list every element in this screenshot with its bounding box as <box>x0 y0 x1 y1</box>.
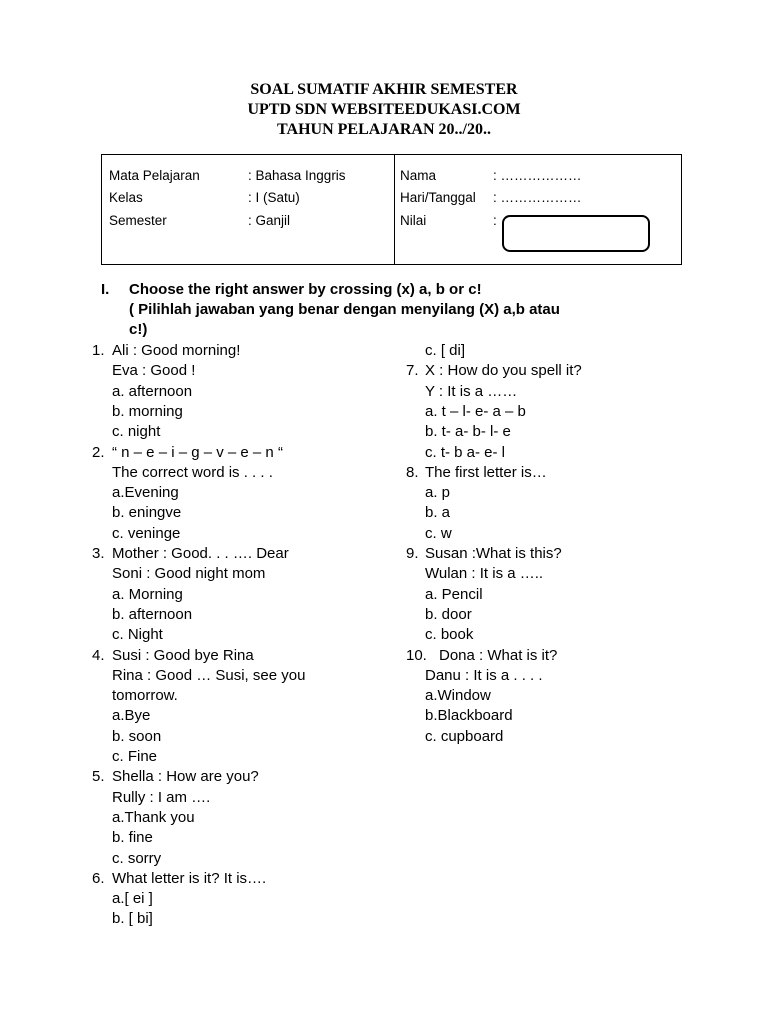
question-line: Ali : Good morning! <box>112 342 241 359</box>
semester-label: Semester <box>109 213 167 228</box>
name-label: Nama <box>400 168 437 183</box>
answer-option[interactable]: a. t – l- e- a – b <box>425 402 526 420</box>
question-line: Soni : Good night mom <box>112 565 266 583</box>
table-divider <box>394 155 395 264</box>
question-line: Wulan : It is a ….. <box>425 565 544 583</box>
answer-option[interactable]: a.Bye <box>112 707 151 725</box>
question-line: Danu : It is a . . . . <box>425 666 543 684</box>
score-label: Nilai <box>400 213 427 228</box>
answer-option[interactable]: a. Pencil <box>425 585 483 603</box>
date-field[interactable]: : ……………… <box>493 190 582 205</box>
question-line: Rully : I am …. <box>112 788 211 806</box>
question-line: What letter is it? It is…. <box>112 869 267 887</box>
answer-option[interactable]: a.Thank you <box>112 808 195 826</box>
question-number: 1. <box>92 342 105 359</box>
question-number: 6. <box>92 869 105 887</box>
answer-option[interactable]: b. afternoon <box>112 605 193 623</box>
answer-option[interactable]: a.Window <box>425 687 491 705</box>
answer-option[interactable]: c. Fine <box>112 748 158 765</box>
answer-option[interactable]: a. Morning <box>112 585 183 603</box>
question-number: 7. <box>406 362 419 380</box>
answer-option[interactable]: b.Blackboard <box>425 707 513 725</box>
answer-option[interactable]: b. a <box>425 504 451 522</box>
date-label: Hari/Tanggal <box>400 190 476 205</box>
question-line: Rina : Good … Susi, see you <box>112 666 306 684</box>
school-name: UPTD SDN WEBSITEEDUKASI.COM <box>247 101 521 118</box>
question-line: Shella : How are you? <box>112 768 259 786</box>
semester-value: : Ganjil <box>248 213 291 228</box>
instruction-indonesian: ( Pilihlah jawaban yang benar dengan menyilang (X) a,b atau <box>129 301 560 318</box>
question-line: Y : It is a …… <box>425 382 518 400</box>
answer-option[interactable]: c. veninge <box>112 524 181 542</box>
exam-title: SOAL SUMATIF AKHIR SEMESTER <box>250 81 518 98</box>
question-line: Dona : What is it? <box>439 646 558 664</box>
answer-option[interactable]: c. t- b a- e- l <box>425 443 506 461</box>
answer-option[interactable]: c. [ di] <box>425 342 466 359</box>
answer-option[interactable]: c. Night <box>112 626 163 644</box>
question-line: X : How do you spell it? <box>425 362 582 380</box>
class-value: : I (Satu) <box>248 190 300 205</box>
name-field[interactable]: : ……………… <box>493 168 582 183</box>
question-line: tomorrow. <box>112 687 178 705</box>
answer-option[interactable]: a.Evening <box>112 484 179 502</box>
answer-option[interactable]: a.[ ei ] <box>112 890 153 908</box>
section-number: I. <box>101 281 110 298</box>
score-colon: : <box>493 213 497 228</box>
answer-option[interactable]: c. book <box>425 626 474 644</box>
answer-option[interactable]: c. cupboard <box>425 727 504 745</box>
answer-option[interactable]: a. afternoon <box>112 382 193 400</box>
question-line: The correct word is . . . . <box>112 463 273 481</box>
question-number: 4. <box>92 646 105 664</box>
question-line: Susi : Good bye Rina <box>112 646 254 664</box>
question-line: The first letter is… <box>425 463 547 481</box>
answer-option[interactable]: a. p <box>425 484 451 502</box>
subject-value: : Bahasa Inggris <box>248 168 346 183</box>
question-line: “ n – e – i – g – v – e – n “ <box>112 443 283 461</box>
question-number: 2. <box>92 443 105 461</box>
class-label: Kelas <box>109 190 143 205</box>
subject-label: Mata Pelajaran <box>109 168 200 183</box>
question-line: Mother : Good. . . …. Dear <box>112 545 289 562</box>
question-number: 3. <box>92 545 105 562</box>
question-number: 10. <box>406 646 427 664</box>
answer-option[interactable]: b. fine <box>112 829 153 847</box>
academic-year: TAHUN PELAJARAN 20../20.. <box>277 121 491 138</box>
instruction-indonesian-cont: c!) <box>129 321 148 338</box>
instruction-english: Choose the right answer by crossing (x) a, b or c! <box>129 281 482 298</box>
answer-option[interactable]: b. eningve <box>112 504 182 522</box>
answer-option[interactable]: b. morning <box>112 402 183 420</box>
answer-option[interactable]: c. sorry <box>112 849 162 867</box>
question-number: 5. <box>92 768 105 786</box>
answer-option[interactable]: b. soon <box>112 727 162 745</box>
score-box[interactable] <box>502 215 650 252</box>
answer-option[interactable]: b. t- a- b- l- e <box>425 423 511 441</box>
question-line: Susan :What is this? <box>425 545 562 562</box>
question-line: Eva : Good ! <box>112 362 196 380</box>
answer-option[interactable]: b. [ bi] <box>112 910 153 928</box>
answer-option[interactable]: b. door <box>425 605 472 623</box>
question-number: 9. <box>406 545 419 562</box>
answer-option[interactable]: c. w <box>425 524 452 542</box>
question-number: 8. <box>406 463 419 481</box>
answer-option[interactable]: c. night <box>112 423 161 441</box>
